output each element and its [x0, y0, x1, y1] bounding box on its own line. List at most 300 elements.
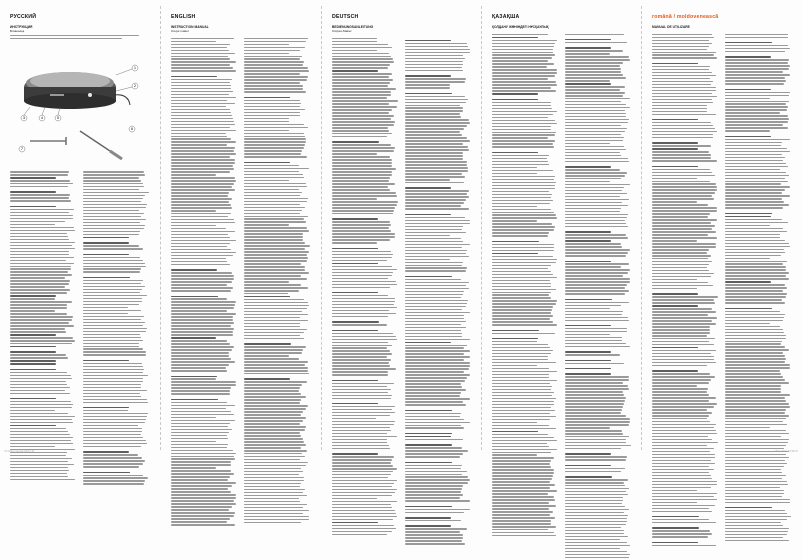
text-line	[652, 237, 717, 238]
text-line	[565, 83, 611, 84]
text-line	[332, 70, 378, 71]
text-line	[171, 515, 234, 516]
text-line	[492, 191, 549, 192]
text-line	[492, 517, 555, 518]
text-line	[83, 171, 144, 172]
text-line	[171, 479, 228, 480]
text-line	[565, 491, 626, 492]
text-line	[725, 228, 783, 229]
text-line	[725, 222, 788, 223]
text-line	[332, 180, 389, 181]
text-line	[565, 368, 611, 369]
text-line	[652, 427, 714, 428]
text-line	[332, 427, 390, 428]
text-line	[565, 397, 626, 398]
text-line	[244, 287, 308, 288]
text-line	[652, 353, 711, 354]
text-line	[171, 207, 232, 208]
text-line	[405, 479, 470, 480]
text-line	[332, 115, 394, 116]
text-line	[565, 74, 623, 75]
text-line	[565, 122, 628, 123]
text-line	[725, 51, 785, 52]
text-line	[565, 119, 629, 120]
text-line	[725, 341, 782, 342]
text-line	[405, 485, 463, 486]
text-line	[652, 128, 715, 129]
text-line	[492, 404, 554, 405]
text-line	[725, 124, 783, 125]
text-line	[652, 373, 710, 374]
text-line	[83, 346, 139, 347]
text-line	[171, 423, 230, 424]
text-line	[565, 220, 625, 221]
text-line	[244, 492, 303, 493]
text-line	[725, 287, 787, 288]
text-line	[244, 180, 289, 181]
text-line	[83, 316, 144, 317]
text-line	[725, 59, 789, 60]
text-line	[405, 67, 462, 68]
text-line	[332, 183, 395, 184]
text-line	[565, 234, 626, 235]
text-line	[405, 365, 470, 366]
text-line	[652, 433, 717, 434]
text-line	[725, 139, 790, 140]
text-line	[171, 405, 235, 406]
text-line	[405, 427, 464, 428]
text-line	[10, 271, 68, 272]
label-6: 6	[131, 126, 133, 131]
text-line	[171, 491, 231, 492]
text-line	[565, 328, 627, 329]
text-line	[565, 394, 624, 395]
text-line	[492, 66, 547, 67]
text-line	[652, 376, 715, 377]
text-line	[244, 70, 309, 71]
text-line	[492, 108, 552, 109]
text-line	[725, 106, 788, 107]
text-line	[652, 93, 712, 94]
text-line	[83, 183, 143, 184]
text-line	[492, 235, 548, 236]
text-line	[652, 475, 711, 476]
text-line	[332, 144, 391, 145]
text-line	[725, 537, 783, 538]
text-line	[10, 319, 72, 320]
text-line	[10, 277, 65, 278]
text-line	[83, 396, 141, 397]
text-line	[10, 393, 70, 394]
text-line	[492, 469, 554, 470]
text-line	[405, 465, 462, 466]
text-line	[565, 320, 629, 321]
text-line	[725, 183, 781, 184]
text-line	[10, 313, 67, 314]
text-line	[405, 125, 467, 126]
text-line	[565, 545, 630, 546]
text-line	[171, 82, 230, 83]
text-line	[565, 334, 610, 335]
text-line	[171, 79, 232, 80]
text-line	[652, 409, 707, 410]
text-line	[332, 210, 394, 211]
text-line	[405, 235, 450, 236]
text-line	[332, 424, 394, 425]
text-line	[652, 204, 708, 205]
text-line	[652, 105, 707, 106]
text-line	[405, 253, 466, 254]
text-line	[652, 388, 708, 389]
text-line	[565, 255, 626, 256]
text-line	[565, 266, 621, 267]
text-line	[171, 467, 216, 468]
text-line	[565, 299, 612, 300]
text-line	[405, 398, 470, 399]
text-line	[725, 62, 788, 63]
text-line	[171, 41, 216, 42]
text-line	[405, 404, 466, 405]
text-line	[492, 297, 551, 298]
text-line	[725, 343, 781, 344]
text-line	[565, 314, 622, 315]
text-line	[405, 401, 463, 402]
text-line	[492, 123, 557, 124]
text-line	[565, 317, 628, 318]
text-line	[83, 354, 146, 355]
text-line	[83, 234, 139, 235]
text-line	[171, 370, 227, 371]
text-line	[10, 434, 70, 435]
text-line	[171, 334, 233, 335]
text-line	[565, 412, 621, 413]
text-line	[171, 198, 232, 199]
text-line	[652, 37, 714, 38]
text-line	[492, 446, 549, 447]
text-line	[652, 460, 711, 461]
text-line	[652, 394, 709, 395]
text-line	[405, 238, 461, 239]
text-line	[492, 34, 548, 35]
text-line	[725, 65, 790, 66]
text-line	[332, 133, 392, 134]
text-line	[405, 113, 460, 114]
text-line	[492, 164, 549, 165]
text-line	[332, 406, 395, 407]
text-line	[83, 475, 143, 476]
text-line	[83, 271, 140, 272]
section-heading: INSTRUCTION MANUAL	[171, 25, 209, 29]
text-line	[492, 502, 549, 503]
text-line	[10, 331, 66, 332]
text-line	[492, 262, 556, 263]
text-line	[244, 281, 289, 282]
text-line	[652, 472, 709, 473]
text-line	[83, 428, 142, 429]
text-line	[725, 192, 782, 193]
text-line	[10, 295, 56, 296]
text-line	[492, 244, 554, 245]
text-line	[725, 101, 789, 102]
text-line	[405, 122, 470, 123]
text-line	[652, 81, 713, 82]
text-line	[725, 388, 781, 389]
text-line	[332, 94, 391, 95]
text-line	[405, 61, 463, 62]
text-line	[10, 283, 69, 284]
text-line	[492, 223, 552, 224]
text-line	[83, 292, 140, 293]
text-line	[83, 216, 141, 217]
text-line	[171, 506, 232, 507]
text-line	[725, 207, 783, 208]
text-line	[171, 426, 228, 427]
text-line	[725, 163, 786, 164]
text-line	[244, 138, 306, 139]
text-line	[332, 313, 396, 314]
text-line	[332, 233, 395, 234]
text-line	[332, 221, 390, 222]
text-line	[492, 170, 553, 171]
text-line	[244, 361, 308, 362]
text-line	[171, 284, 227, 285]
text-line	[244, 420, 303, 421]
text-line	[725, 151, 790, 152]
text-line	[10, 387, 70, 388]
text-line	[332, 510, 395, 511]
text-line	[83, 174, 145, 175]
text-line	[405, 244, 470, 245]
text-line	[171, 488, 228, 489]
text-line	[171, 435, 227, 436]
text-line	[332, 192, 396, 193]
text-line	[652, 178, 697, 179]
text-line	[332, 501, 397, 502]
text-line	[10, 351, 56, 352]
text-line	[725, 74, 790, 75]
text-line	[332, 439, 387, 440]
text-line	[405, 368, 469, 369]
text-line	[652, 249, 709, 250]
text-line	[171, 518, 230, 519]
text-line	[492, 277, 557, 278]
text-line	[565, 325, 611, 326]
text-line	[565, 217, 627, 218]
text-line	[10, 372, 67, 373]
text-line	[244, 133, 304, 134]
text-line	[652, 172, 712, 173]
text-line	[83, 407, 129, 408]
label-1: 1	[134, 65, 136, 70]
text-line	[725, 382, 789, 383]
text-line	[244, 236, 303, 237]
text-line	[652, 99, 712, 100]
text-line	[565, 379, 629, 380]
text-line	[83, 313, 128, 314]
text-line	[492, 306, 553, 307]
text-line	[725, 385, 781, 386]
text-line	[492, 478, 552, 479]
text-line	[652, 198, 714, 199]
text-line	[244, 387, 300, 388]
text-line	[244, 171, 299, 172]
text-line	[492, 407, 551, 408]
text-line	[405, 497, 460, 498]
text-line	[725, 281, 771, 282]
text-line	[171, 361, 235, 362]
text-line	[652, 400, 709, 401]
text-line	[492, 395, 552, 396]
text-line	[83, 268, 141, 269]
text-line	[332, 100, 398, 101]
text-line	[725, 189, 785, 190]
text-line	[725, 361, 785, 362]
text-line	[492, 200, 553, 201]
text-line	[10, 404, 73, 405]
text-line	[171, 393, 230, 394]
text-line	[171, 219, 234, 220]
text-line	[171, 118, 233, 119]
text-line	[492, 78, 548, 79]
text-line	[492, 449, 557, 450]
text-line	[405, 262, 463, 263]
text-line	[332, 418, 376, 419]
text-line	[492, 422, 537, 423]
text-line	[565, 448, 621, 449]
text-line	[10, 401, 71, 402]
text-line	[725, 92, 790, 93]
text-line	[492, 57, 552, 58]
text-line	[332, 398, 391, 399]
text-line	[725, 127, 788, 128]
text-line	[244, 64, 303, 65]
text-line	[405, 342, 451, 343]
text-line	[652, 183, 716, 184]
text-line	[332, 174, 392, 175]
text-line	[652, 160, 717, 161]
text-line	[492, 401, 554, 402]
product-name: Crepe maker	[171, 29, 189, 33]
text-line	[244, 216, 308, 217]
text-line	[10, 443, 73, 444]
text-line	[83, 443, 147, 444]
text-line	[405, 52, 470, 53]
text-line	[405, 46, 468, 47]
text-line	[10, 227, 74, 228]
section-heading: MANUAL DE UTILIZARE	[652, 25, 690, 29]
text-line	[725, 290, 783, 291]
text-line	[332, 383, 394, 384]
text-line	[10, 461, 68, 462]
text-line	[565, 343, 626, 344]
text-line	[492, 143, 553, 144]
text-line	[405, 43, 467, 44]
text-line	[332, 201, 398, 202]
text-line	[492, 188, 555, 189]
text-line	[565, 275, 623, 276]
text-line	[652, 54, 714, 55]
text-line	[10, 268, 71, 269]
text-line	[83, 192, 149, 193]
text-line	[332, 403, 378, 404]
text-line	[10, 292, 67, 293]
text-line	[652, 285, 713, 286]
text-line	[492, 229, 554, 230]
text-line	[405, 528, 467, 529]
text-line	[405, 392, 461, 393]
text-line	[565, 337, 622, 338]
text-line	[652, 302, 715, 303]
text-line	[405, 167, 468, 168]
text-line	[244, 414, 301, 415]
text-line	[565, 146, 624, 147]
text-line	[492, 514, 550, 515]
text-line	[492, 398, 556, 399]
text-line	[83, 301, 142, 302]
text-line	[565, 427, 610, 428]
text-line	[565, 223, 626, 224]
text-line	[10, 357, 68, 358]
text-line	[725, 68, 789, 69]
text-line	[652, 469, 714, 470]
text-line	[83, 310, 141, 311]
text-line	[725, 326, 780, 327]
text-line	[565, 424, 629, 425]
text-line	[171, 411, 231, 412]
text-line	[652, 545, 716, 546]
text-line	[405, 259, 450, 260]
text-line	[565, 56, 629, 57]
text-line	[652, 511, 712, 512]
text-line	[652, 412, 712, 413]
text-line	[171, 296, 218, 297]
text-line	[332, 263, 378, 264]
text-line	[10, 398, 56, 399]
text-line	[492, 520, 551, 521]
text-line	[332, 522, 378, 523]
text-line	[332, 272, 393, 273]
text-line	[244, 162, 290, 163]
text-line	[405, 96, 465, 97]
text-line	[244, 85, 303, 86]
text-line	[244, 483, 301, 484]
text-line	[332, 519, 393, 520]
text-line	[652, 356, 714, 357]
text-line	[725, 204, 789, 205]
text-line	[565, 98, 630, 99]
text-line	[565, 418, 630, 419]
text-line	[405, 324, 461, 325]
product-name: Блинница	[10, 29, 25, 33]
text-line	[492, 220, 537, 221]
text-line	[171, 384, 236, 385]
text-line	[652, 134, 713, 135]
text-line	[565, 181, 610, 182]
text-line	[332, 207, 395, 208]
text-line	[725, 364, 790, 365]
text-line	[725, 121, 788, 122]
text-line	[244, 522, 301, 523]
text-line	[244, 121, 289, 122]
text-line	[83, 375, 148, 376]
text-line	[244, 489, 305, 490]
text-line	[652, 154, 711, 155]
text-line	[83, 334, 140, 335]
text-line	[725, 528, 789, 529]
text-line	[652, 108, 707, 109]
text-line	[725, 234, 780, 235]
text-line	[171, 461, 231, 462]
